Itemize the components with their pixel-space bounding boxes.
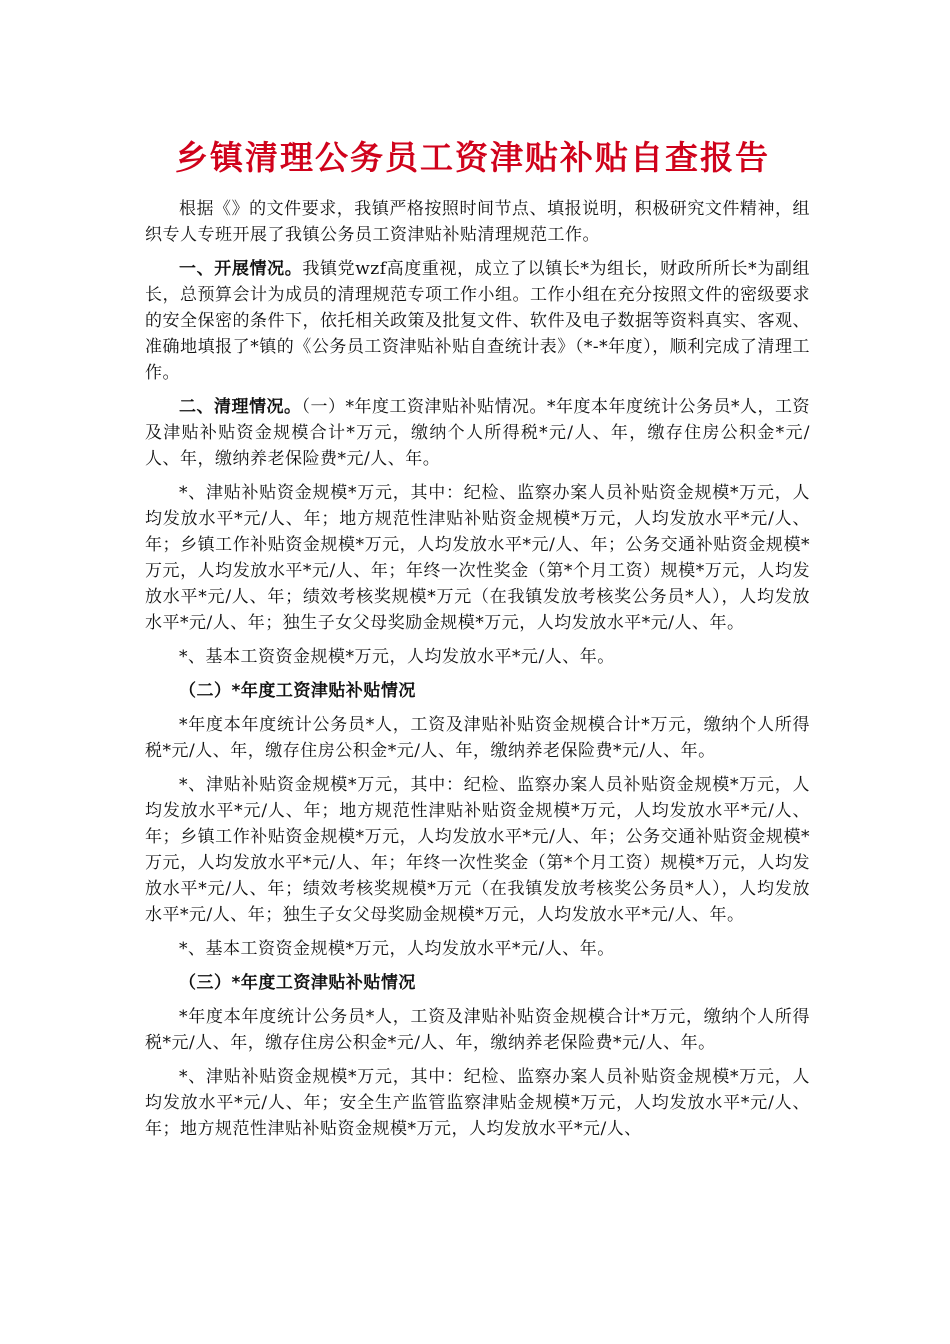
- allowance-paragraph-1: *、津贴补贴资金规模*万元，其中：纪检、监察办案人员补贴资金规模*万元，人均发放水平*元/人、年；地方规范性津贴补贴资金规模*万元，人均发放水平*元/人、年；乡镇工作补贴资金规模*万元，人均发放水平*元/人、年；公务交通补贴资金规模*万元，人均发放水平*元/人、年；年终一次性奖金（第*个月工资）规模*万元，人均发放水平*元/人、年；绩效考核奖规模*万元（在我镇发放考核奖公务员*人），人均发放水平*元/人、年；独生子女父母奖励金规模*万元，人均发放水平*元/人、年。: [145, 483, 810, 633]
- allowance-paragraph-3: *、津贴补贴资金规模*万元，其中：纪检、监察办案人员补贴资金规模*万元，人均发放水平*元/人、年；安全生产监管监察津贴金规模*万元，人均发放水平*元/人、年；地方规范性津贴补贴资金规模*万元，人均发放水平*元/人、: [145, 1067, 810, 1139]
- intro-paragraph: 根据《》的文件要求，我镇严格按照时间节点、填报说明，积极研究文件精神，组织专人专班开展了我镇公务员工资津贴补贴清理规范工作。: [145, 199, 810, 245]
- section-1-heading: 一、开展情况。: [179, 259, 303, 279]
- document-page: [145, 128, 810, 1150]
- section-2-heading: 二、清理情况。: [179, 397, 302, 417]
- section-1-paragraph: [145, 256, 810, 386]
- section-2-paragraph: [145, 394, 810, 472]
- base-salary-paragraph-2: *、基本工资资金规模*万元，人均发放水平*元/人、年。: [179, 939, 615, 959]
- subheading-2: （二）*年度工资津贴补贴情况: [179, 681, 416, 701]
- section-1-text: 我镇党wzf高度重视，成立了以镇长*为组长，财政所所长*为副组长，总预算会计为成员的清理规范专项工作小组。工作小组在充分按照文件的密级要求的安全保密的条件下，依托相关政策及批复文件、软件及电子数据等资料真实、客观、准确地填报了*镇的《公务员工资津贴补贴自查统计表》（*-*年度），顺利完成了清理工作。: [145, 259, 810, 383]
- allowance-paragraph-2: *、津贴补贴资金规模*万元，其中：纪检、监察办案人员补贴资金规模*万元，人均发放水平*元/人、年；地方规范性津贴补贴资金规模*万元，人均发放水平*元/人、年；乡镇工作补贴资金规模*万元，人均发放水平*元/人、年；公务交通补贴资金规模*万元，人均发放水平*元/人、年；年终一次性奖金（第*个月工资）规模*万元，人均发放水平*元/人、年；绩效考核奖规模*万元（在我镇发放考核奖公务员*人），人均发放水平*元/人、年；独生子女父母奖励金规模*万元，人均发放水平*元/人、年。: [145, 775, 810, 925]
- subheading-3: （三）*年度工资津贴补贴情况: [179, 973, 416, 993]
- document-title: 乡镇清理公务员工资津贴补贴自查报告: [175, 138, 770, 177]
- section-2-text: （一）*年度工资津贴补贴情况。*年度本年度统计公务员*人，工资及津贴补贴资金规模合计*万元，缴纳个人所得税*元/人、年，缴存住房公积金*元/人、年，缴纳养老保险费*元/人、年。: [145, 397, 810, 469]
- summary-paragraph-2: *年度本年度统计公务员*人，工资及津贴补贴资金规模合计*万元，缴纳个人所得税*元/人、年，缴存住房公积金*元/人、年，缴纳养老保险费*元/人、年。: [145, 715, 810, 761]
- base-salary-paragraph-1: *、基本工资资金规模*万元，人均发放水平*元/人、年。: [179, 647, 615, 667]
- summary-paragraph-3: *年度本年度统计公务员*人，工资及津贴补贴资金规模合计*万元，缴纳个人所得税*元/人、年，缴存住房公积金*元/人、年，缴纳养老保险费*元/人、年。: [145, 1007, 810, 1053]
